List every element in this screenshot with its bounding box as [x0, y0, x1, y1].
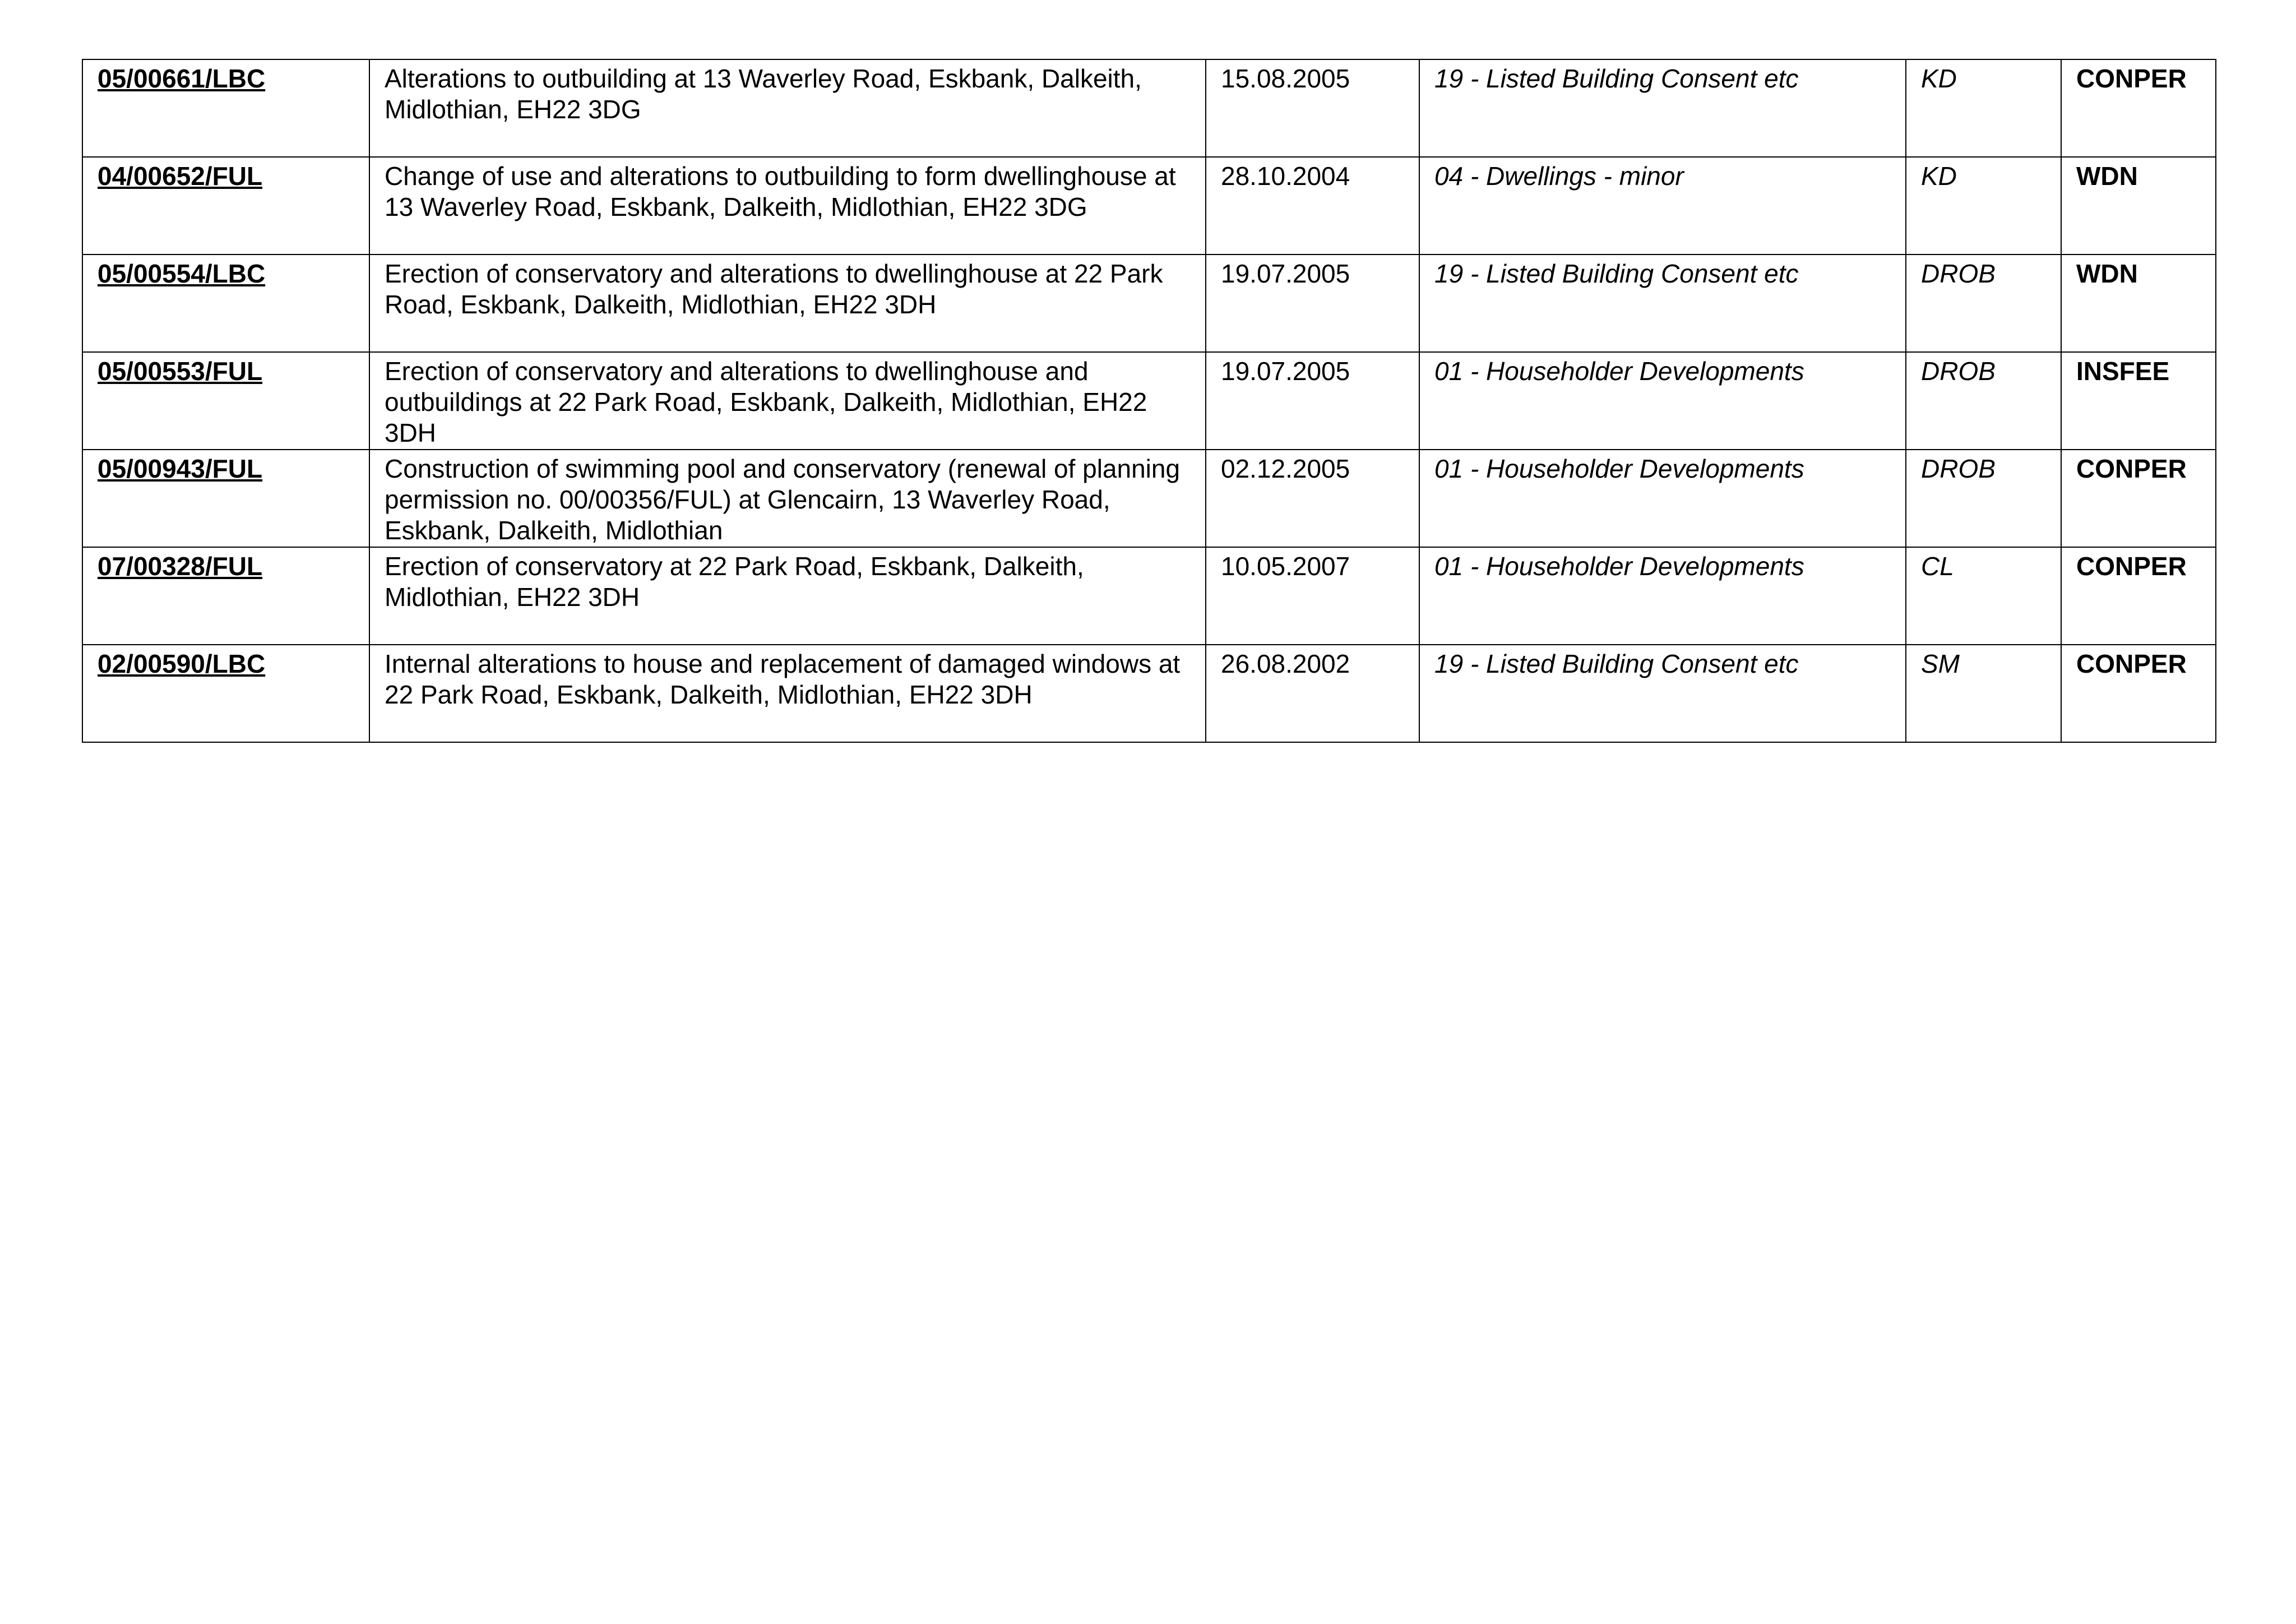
date-cell: 02.12.2005 — [1206, 450, 1419, 547]
proposal-cell: Erection of conservatory and alterations to dwellinghouse and outbuildings at 22 Park Road, Eskbank, Dalkeith, Midlothian, EH22 3DH — [369, 352, 1206, 450]
decision-cell: WDN — [2061, 255, 2216, 352]
table-row — [82, 255, 2216, 352]
reference-cell — [82, 352, 369, 450]
application-type-cell: 01 - Householder Developments — [1419, 547, 1906, 645]
decision-cell: CONPER — [2061, 547, 2216, 645]
table-body — [82, 59, 2216, 742]
proposal-cell: Construction of swimming pool and conservatory (renewal of planning permission no. 00/00356/FUL) at Glencairn, 13 Waverley Road, Eskbank, Dalkeith, Midlothian — [369, 450, 1206, 547]
reference-link[interactable]: 05/00554/LBC — [98, 259, 266, 288]
reference-cell — [82, 645, 369, 742]
application-type-cell: 04 - Dwellings - minor — [1419, 157, 1906, 255]
reference-link[interactable]: 05/00553/FUL — [98, 357, 263, 386]
decision-cell: INSFEE — [2061, 352, 2216, 450]
application-type-cell: 01 - Householder Developments — [1419, 450, 1906, 547]
officer-cell: SM — [1906, 645, 2061, 742]
table-row — [82, 547, 2216, 645]
reference-cell — [82, 59, 369, 157]
reference-cell — [82, 547, 369, 645]
application-type-cell: 19 - Listed Building Consent etc — [1419, 255, 1906, 352]
date-cell: 15.08.2005 — [1206, 59, 1419, 157]
planning-applications-table — [82, 59, 2216, 743]
reference-cell — [82, 450, 369, 547]
date-cell: 19.07.2005 — [1206, 255, 1419, 352]
date-cell: 28.10.2004 — [1206, 157, 1419, 255]
proposal-cell: Erection of conservatory and alterations to dwellinghouse at 22 Park Road, Eskbank, Dalkeith, Midlothian, EH22 3DH — [369, 255, 1206, 352]
application-type-cell: 19 - Listed Building Consent etc — [1419, 645, 1906, 742]
proposal-cell: Internal alterations to house and replacement of damaged windows at 22 Park Road, Eskbank, Dalkeith, Midlothian, EH22 3DH — [369, 645, 1206, 742]
date-cell: 19.07.2005 — [1206, 352, 1419, 450]
decision-cell: WDN — [2061, 157, 2216, 255]
proposal-cell: Alterations to outbuilding at 13 Waverley Road, Eskbank, Dalkeith, Midlothian, EH22 3DG — [369, 59, 1206, 157]
date-cell: 10.05.2007 — [1206, 547, 1419, 645]
proposal-cell: Change of use and alterations to outbuilding to form dwellinghouse at 13 Waverley Road, Eskbank, Dalkeith, Midlothian, EH22 3DG — [369, 157, 1206, 255]
officer-cell: KD — [1906, 59, 2061, 157]
officer-cell: KD — [1906, 157, 2061, 255]
officer-cell: DROB — [1906, 450, 2061, 547]
date-cell: 26.08.2002 — [1206, 645, 1419, 742]
table-row — [82, 157, 2216, 255]
table-row — [82, 352, 2216, 450]
reference-link[interactable]: 05/00661/LBC — [98, 64, 266, 93]
reference-link[interactable]: 05/00943/FUL — [98, 454, 263, 483]
reference-cell — [82, 157, 369, 255]
table-row — [82, 59, 2216, 157]
table-row — [82, 645, 2216, 742]
reference-link[interactable]: 07/00328/FUL — [98, 552, 263, 581]
application-type-cell: 19 - Listed Building Consent etc — [1419, 59, 1906, 157]
reference-link[interactable]: 04/00652/FUL — [98, 161, 263, 191]
reference-link[interactable]: 02/00590/LBC — [98, 649, 266, 678]
officer-cell: DROB — [1906, 352, 2061, 450]
decision-cell: CONPER — [2061, 59, 2216, 157]
officer-cell: DROB — [1906, 255, 2061, 352]
proposal-cell: Erection of conservatory at 22 Park Road, Eskbank, Dalkeith, Midlothian, EH22 3DH — [369, 547, 1206, 645]
decision-cell: CONPER — [2061, 450, 2216, 547]
application-type-cell: 01 - Householder Developments — [1419, 352, 1906, 450]
table-row — [82, 450, 2216, 547]
decision-cell: CONPER — [2061, 645, 2216, 742]
reference-cell — [82, 255, 369, 352]
officer-cell: CL — [1906, 547, 2061, 645]
